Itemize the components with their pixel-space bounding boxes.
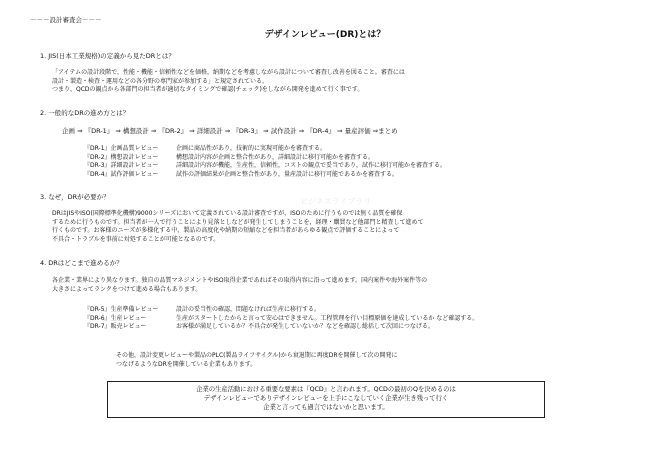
definition-row [84, 315, 482, 324]
definition-key: 『DR-4』試作評価レビュー [84, 170, 159, 178]
definition-value: 企画に商品性があり，技術的に実現可能かを審査する。 [176, 145, 327, 152]
section-1-body: 「アイテムの設計段階で，性能・機能・信頼性などを価格，納期などを考慮しながら設計について審査し改善を図ること。審査には 設計・製造・検査・運用などの各分野の専門家が参加する」と規定されている。 つまり，QCDの観点から各部門の担当者が適切なタイミングで確認(チェック)をしながら開発を進めて行く事です。 [52, 69, 405, 94]
summary-box: 企業の生産活動における重要な要素は『QCD』と言われます。QCDの最初のQを決めるのは デザインレビューでありデザインレビューを上手にこなしていく企業が生き残って行く 企業と言っても過言ではないかと思います。 [107, 381, 545, 418]
definition-row [84, 171, 450, 180]
section-4-body: 各企業・業界により異なります。独自の品質マネジメントやISO取得企業であればその取得内容に沿って進めます。国内案件や海外案件等の 大きさによってランクをつけて進める場合もあります。 [52, 277, 428, 293]
definition-row [84, 162, 450, 171]
dr-additional-definitions-table [84, 306, 482, 332]
section-4-heading: 4. DRはどこまで進めるか？ [40, 259, 123, 267]
definition-value: 試作の評価結果が企画と整合性があり，量産設計に移行可能であるかを審査する。 [176, 170, 399, 178]
definition-key: 『DR-2』構想設計レビュー [84, 153, 159, 161]
organizer-label: －－－設計審査会－－－ [30, 16, 102, 24]
section-3-heading: 3. なぜ，DRが必要か？ [40, 193, 110, 201]
definition-value: 構想設計内容が企画と整合性があり，詳細設計に移行可能かを審査する。 [176, 153, 375, 161]
section-4-note: その他，設計変更レビューや製品のPLC(製品ライフサイクル)から衰退期に再度DRを開催して次の開発に つなげるようなDRを開催している企業もあります。 [116, 352, 398, 368]
definition-row [84, 306, 482, 315]
definition-value: 詳細設計内容が機能，生産性，信頼性，コストの観点で妥当であり，試作に移行可能かを審査する。 [176, 162, 447, 170]
definition-value: 設計の妥当性の確認，問題なければ生産に移行する。 [176, 306, 321, 313]
definition-key: 『DR-7』販売レビュー [84, 323, 147, 331]
page-title: デザインレビュー(DR)とは？ [264, 30, 386, 40]
definition-key: 『DR-6』生産レビュー [84, 314, 147, 322]
dr-process-flow: 企画 ⇒ 『DR-1』 ⇒ 構想設計 ⇒ 『DR-2』 ⇒ 詳細設計 ⇒ 『DR-3』 ⇒ 試作設計 ⇒ 『DR-4』 ⇒ 量産評価 ⇒まとめ [62, 127, 398, 135]
definition-value: お客様が満足しているか？不具合が発生していないか？などを確認し総括して次回につなげる。 [176, 323, 434, 331]
definition-key: 『DR-5』生産準備レビュー [84, 306, 159, 313]
dr-definitions-table [84, 145, 450, 179]
definition-value: 生産がスタートしたからと言って安心はできません。工程管理を行い目標原価を達成しているか など確認する。 [176, 314, 479, 322]
definition-row [84, 154, 450, 163]
definition-key: 『DR-3』詳細設計レビュー [84, 162, 159, 170]
section-1-heading: 1. JIS(日本工業規格)の定義から見たDRとは？ [40, 52, 175, 60]
definition-row [84, 323, 482, 332]
section-3-body: DRはJISやISO(国際標準化機構)9000シリーズにおいて定義されている設計審査ですが，ISOのために行うものでは無く品質を確保 するために行うものです。担当者が一人で行うことにより見落としなどが発生してしまうことを，経理・購買など他部門と精査して進めて 行くものです。お客様のニーズが多様化する中，製品の高度化や納期の短縮などを担当者があらゆる観点で評価することによって 不具合・トラブルを事前に対処することが可能となるのです。 [52, 210, 424, 244]
definition-row [84, 145, 450, 154]
section-2-heading: 2. 一般的なDRの進め方とは？ [40, 109, 130, 117]
watermark-text: ビジネスライブラリ [300, 197, 372, 206]
definition-key: 『DR-1』企画品質レビュー [84, 145, 159, 152]
